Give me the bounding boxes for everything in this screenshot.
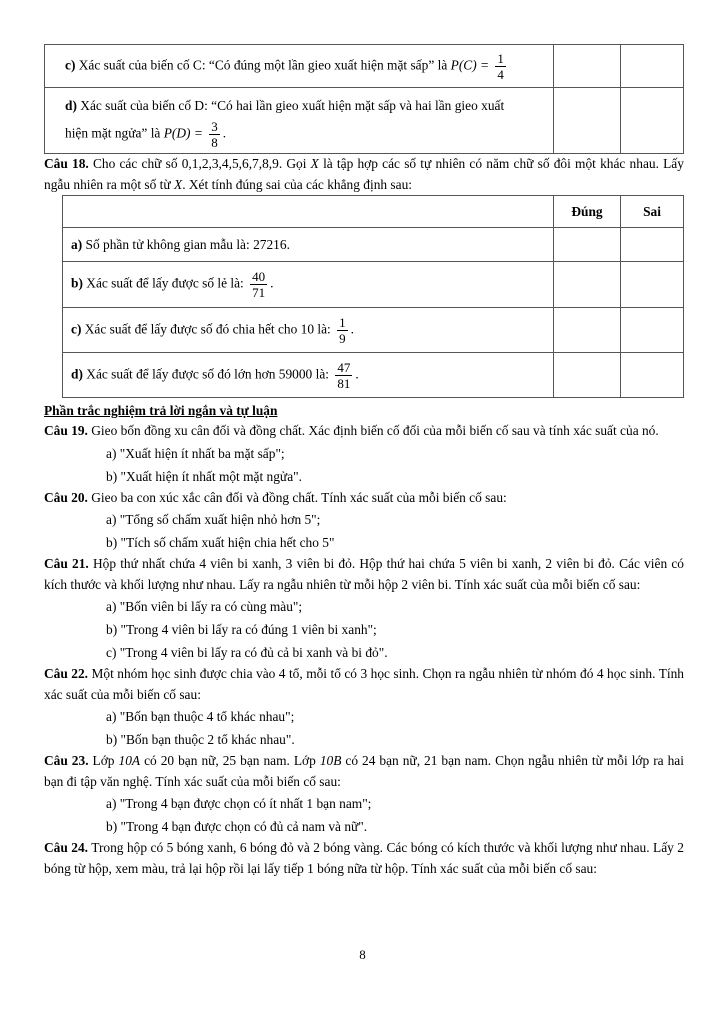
fraction: $\frac{47}{81}$	[337, 359, 351, 391]
previous-question-table	[44, 44, 684, 154]
answer-cell-false[interactable]	[621, 353, 684, 398]
header-false: Sai	[621, 196, 684, 228]
question-22: Câu 22. Một nhóm học sinh được chia vào 4 tổ, mỗi tổ có 3 học sinh. Chọn ra ngẫu nhiên từ nhóm đó 4 học sinh. Tính xác suất của mỗi biến cố sau:	[44, 666, 684, 702]
fraction: $\frac{3}{8}$	[211, 118, 218, 150]
question-20: Câu 20. Gieo ba con xúc xắc cân đối và đồng chất. Tính xác suất của mỗi biến cố sau:	[44, 489, 507, 505]
option: b) "Tích số chấm xuất hiện chia hết cho 5"	[106, 535, 335, 550]
question-18: Câu 18. Cho các chữ số 0,1,2,3,4,5,6,7,8,9. Gọi X là tập hợp các số tự nhiên có năm chữ số đôi một khác nhau. Lấy ngẫu nhiên ra một số từ X. Xét tính đúng sai của các khẳng định sau:	[44, 156, 684, 192]
option: b) "Xuất hiện ít nhất một mặt ngửa".	[106, 468, 302, 484]
page-number: 8	[359, 947, 366, 962]
header-true: Đúng	[554, 196, 621, 228]
question-23: Câu 23. Lớp 10A có 20 bạn nữ, 25 bạn nam. Lớp 10B có 24 bạn nữ, 21 bạn nam. Chọn ngẫu nhiên từ mỗi lớp ra hai bạn đi tập văn nghệ. Tính xác suất của mỗi biến cố sau:	[44, 753, 684, 789]
answer-cell-false[interactable]	[621, 228, 684, 262]
answer-cell-true[interactable]	[554, 228, 621, 262]
table-row: d) Xác suất để lấy được số đó lớn hơn 59000 là: $\frac{47}{81}$ .	[63, 353, 684, 398]
section-heading: Phần trắc nghiệm trả lời ngắn và tự luận	[44, 403, 278, 418]
fraction: $\frac{40}{71}$	[252, 269, 266, 300]
table-row-c: c) Xác suất của biến cố C: “Có đúng một lần gieo xuất hiện mặt sấp” là P(C) = $\frac{1}{4}$	[45, 45, 684, 88]
answer-cell-false[interactable]	[621, 45, 684, 88]
option: b) "Trong 4 bạn được chọn có đủ cả nam và nữ".	[106, 819, 368, 834]
answer-cell-true[interactable]	[554, 262, 621, 308]
question-21: Câu 21. Hộp thứ nhất chứa 4 viên bi xanh, 3 viên bi đỏ. Hộp thứ hai chứa 5 viên bi xanh, 2 viên bi đỏ. Các viên có kích thước và khối lượng như nhau. Lấy ra ngẫu nhiên từ mỗi hộp 2 viên bi. Tính xác suất của mỗi biến cố sau:	[44, 556, 684, 592]
fraction: $\frac{1}{9}$	[339, 314, 346, 346]
option: c) "Trong 4 viên bi lấy ra có đủ cả bi xanh và bi đỏ".	[106, 645, 388, 660]
option: a) "Bốn viên bi lấy ra có cùng màu";	[106, 599, 303, 614]
table-row: b) Xác suất để lấy được số lẻ là: $\frac{40}{71}$ .	[63, 262, 684, 308]
option: b) "Trong 4 viên bi lấy ra có đúng 1 viên bi xanh";	[106, 622, 377, 637]
option: b) "Bốn bạn thuộc 2 tổ khác nhau".	[106, 732, 295, 747]
option: a) "Bốn bạn thuộc 4 tổ khác nhau";	[106, 709, 295, 724]
answer-cell-false[interactable]	[621, 308, 684, 353]
question-19: Câu 19. Gieo bốn đồng xu cân đối và đồng chất. Xác định biến cố đối của mỗi biến cố sau và tính xác suất của nó.	[44, 423, 659, 438]
answer-cell-true[interactable]	[554, 45, 621, 88]
answer-cell-true[interactable]	[554, 308, 621, 353]
option: a) "Xuất hiện ít nhất ba mặt sấp";	[106, 445, 285, 461]
answer-cell-true[interactable]	[554, 88, 621, 154]
document-page	[44, 44, 684, 879]
question-18-table	[62, 195, 684, 398]
table-header	[63, 196, 684, 228]
answer-cell-true[interactable]	[554, 353, 621, 398]
table-row: a) Số phần tử không gian mẫu là: 27216.	[63, 228, 684, 262]
answer-cell-false[interactable]	[621, 88, 684, 154]
table-row: c) Xác suất để lấy được số đó chia hết cho 10 là: $\frac{1}{9}$ .	[63, 308, 684, 353]
answer-cell-false[interactable]	[621, 262, 684, 308]
fraction: $\frac{1}{4}$	[497, 50, 504, 82]
question-24: Câu 24. Trong hộp có 5 bóng xanh, 6 bóng đỏ và 2 bóng vàng. Các bóng có kích thước và khối lượng như nhau. Lấy 2 bóng từ hộp, xem màu, trả lại hộp rồi lại lấy tiếp 1 bóng nữa từ hộp. Tính xác suất của mỗi biến cố sau:	[44, 840, 684, 876]
table-row-d: d) Xác suất của biến cố D: “Có hai lần gieo xuất hiện mặt sấp và hai lần gieo xuất hiện mặt ngửa” là P(D) = $\frac{3}{8}$ .	[45, 88, 684, 154]
option: a) "Trong 4 bạn được chọn có ít nhất 1 bạn nam";	[106, 796, 372, 811]
option: a) "Tổng số chấm xuất hiện nhỏ hơn 5";	[106, 512, 321, 527]
